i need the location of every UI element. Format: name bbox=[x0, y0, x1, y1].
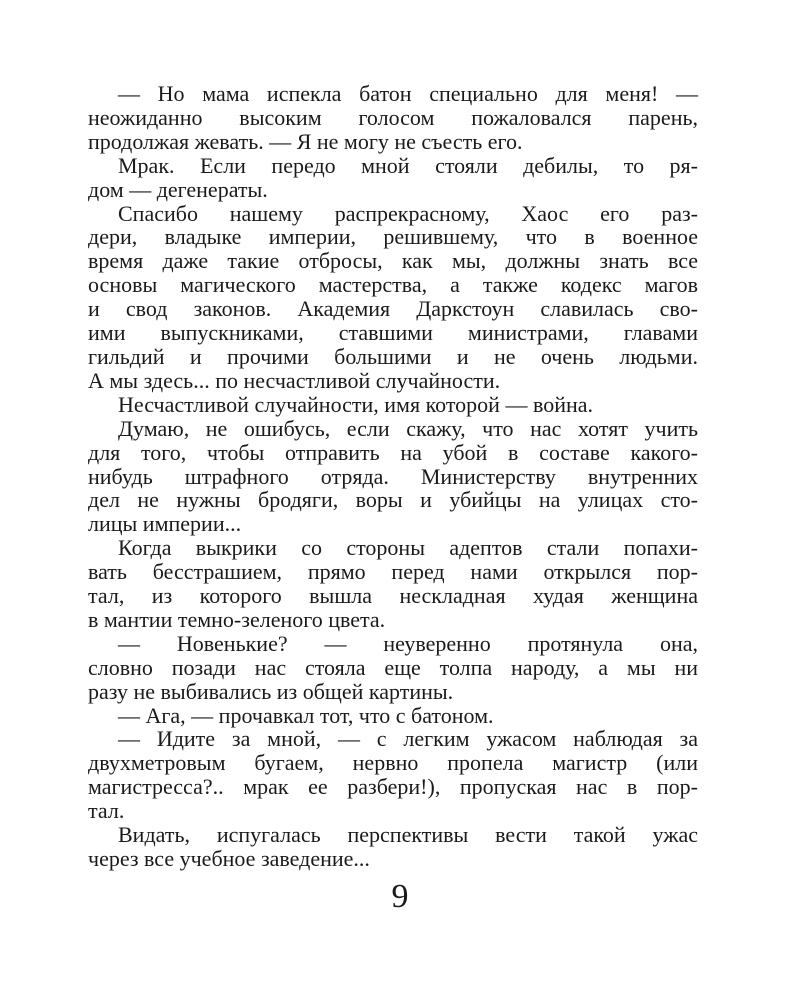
text-line: время даже такие отбросы, как мы, должны знать все bbox=[88, 248, 698, 274]
paragraph bbox=[88, 82, 698, 154]
page-number: 9 bbox=[391, 878, 409, 915]
paragraph bbox=[88, 823, 698, 871]
paragraph bbox=[88, 727, 698, 823]
text-line: тал. bbox=[88, 798, 125, 824]
paragraph bbox=[88, 393, 698, 417]
text-line: магистресса?.. мрак ее разбери!), пропуская нас в пор- bbox=[88, 774, 698, 800]
text-line: продолжая жевать. — Я не могу не съесть его. bbox=[88, 128, 523, 154]
text-line: через все учебное заведение... bbox=[88, 846, 370, 871]
text-line: Спасибо нашему распрекрасному, Хаос его раз- bbox=[118, 200, 698, 226]
text-line: двухметровым бугаем, нервно пропела магистр (или bbox=[88, 750, 698, 776]
paragraph bbox=[88, 154, 698, 202]
text-line: вать бесстрашием, прямо перед нами открылся пор- bbox=[88, 559, 698, 585]
text-line: лицы империи... bbox=[88, 511, 242, 537]
text-line: Несчастливой случайности, имя которой — война. bbox=[118, 391, 594, 417]
text-line: дел не нужны бродяги, воры и убийцы на улицах сто- bbox=[88, 487, 698, 513]
text-line: Видать, испугалась перспективы вести такой ужас bbox=[118, 822, 698, 848]
page-body bbox=[88, 82, 698, 871]
text-line: дери, владыке империи, решившему, что в военное bbox=[88, 224, 698, 250]
text-line: — Новенькие? — неуверенно протянула она, bbox=[118, 630, 698, 656]
text-line: разу не выбивались из общей картины. bbox=[88, 678, 454, 704]
text-line: для того, чтобы отправить на убой в составе какого- bbox=[88, 439, 698, 465]
text-line: нибудь штрафного отряда. Министерству внутренних bbox=[88, 463, 698, 489]
text-line: тал, из которого вышла нескладная худая женщина bbox=[88, 583, 698, 609]
paragraph bbox=[88, 536, 698, 632]
paragraph bbox=[88, 202, 698, 393]
text-line: Когда выкрики со стороны адептов стали попахи- bbox=[118, 535, 698, 561]
text-line: — Но мама испекла батон специально для меня! — bbox=[118, 81, 698, 106]
text-line: неожиданно высоким голосом пожаловался парень, bbox=[88, 104, 698, 130]
paragraph bbox=[88, 704, 698, 728]
paragraph bbox=[88, 632, 698, 704]
text-line: словно позади нас стояла еще толпа народу, а мы ни bbox=[88, 654, 698, 680]
text-line: и свод законов. Академия Даркстоун славилась сво- bbox=[88, 296, 698, 322]
text-line: гильдий и прочими большими и не очень людьми. bbox=[88, 343, 698, 369]
text-line: — Ага, — прочавкал тот, что с батоном. bbox=[118, 702, 494, 728]
text-line: основы магического мастерства, а также кодекс магов bbox=[88, 272, 698, 298]
text-line: Думаю, не ошибусь, если скажу, что нас хотят учить bbox=[118, 415, 698, 441]
text-line: — Идите за мной, — с легким ужасом наблюдая за bbox=[118, 726, 698, 752]
text-line: дом — дегенераты. bbox=[88, 176, 268, 202]
text-line: Мрак. Если передо мной стояли дебилы, то ря- bbox=[118, 152, 698, 178]
text-line: А мы здесь... по несчастливой случайности. bbox=[88, 367, 501, 393]
text-line: ими выпускниками, ставшими министрами, главами bbox=[88, 320, 698, 346]
text-line: в мантии темно-зеленого цвета. bbox=[88, 606, 386, 632]
paragraph bbox=[88, 417, 698, 537]
